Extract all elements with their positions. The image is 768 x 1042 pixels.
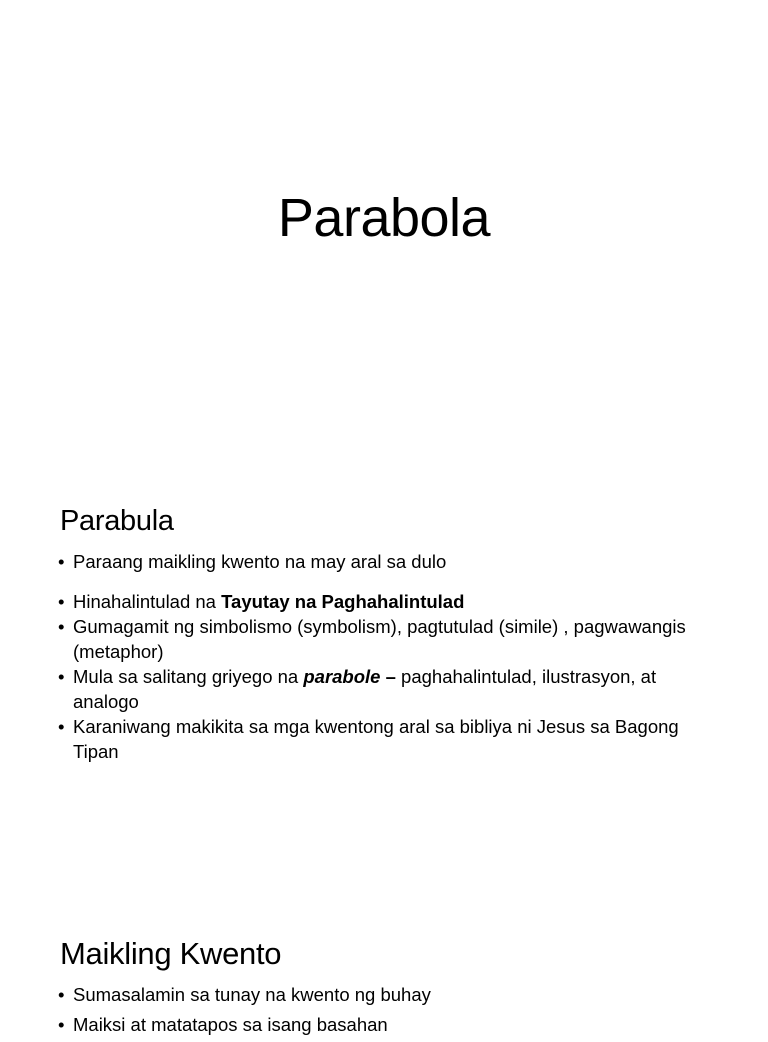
bullet-text: Hinahalintulad na — [73, 591, 222, 612]
maikling-kwento-bullet-list — [58, 982, 718, 1042]
bullet-text: Paraang maikling kwento na may aral sa dulo — [73, 551, 447, 572]
bullet-text: Maiksi at matatapos sa isang basahan — [73, 1014, 388, 1035]
bullet-bold-term: Tayutay na Paghahalintulad — [221, 591, 465, 612]
bullet-text: Sumasalamin sa tunay na kwento ng buhay — [73, 984, 431, 1005]
parabula-bullet-list — [58, 549, 718, 764]
bullet-item — [58, 982, 718, 1007]
section-title-maikling-kwento: Maikling Kwento — [60, 935, 282, 971]
section-title-parabula: Parabula — [60, 505, 174, 538]
bullet-item — [58, 664, 718, 714]
bullet-text: Gumagamit ng simbolismo (symbolism), pagtutulad (simile) , pagwawangis (metaphor) — [73, 616, 686, 662]
bullet-item — [58, 589, 718, 614]
bullet-item — [58, 549, 718, 574]
bullet-item — [58, 714, 718, 764]
bullet-item — [58, 1012, 718, 1037]
bullet-text: paghahalintulad, ilustrasyon, at analogo — [73, 666, 657, 712]
slide-parabula — [0, 432, 768, 864]
bullet-dash: – — [380, 666, 396, 687]
slide-maikling-kwento — [0, 864, 768, 1035]
main-title: Parabola — [277, 188, 491, 249]
slide-title — [0, 0, 768, 432]
bullet-item — [58, 614, 718, 664]
bullet-bold-italic-term: parabole — [303, 666, 381, 687]
bullet-text: Mula sa salitang griyego na — [73, 666, 304, 687]
bullet-text: Karaniwang makikita sa mga kwentong aral sa bibliya ni Jesus sa Bagong Tipan — [73, 716, 679, 762]
